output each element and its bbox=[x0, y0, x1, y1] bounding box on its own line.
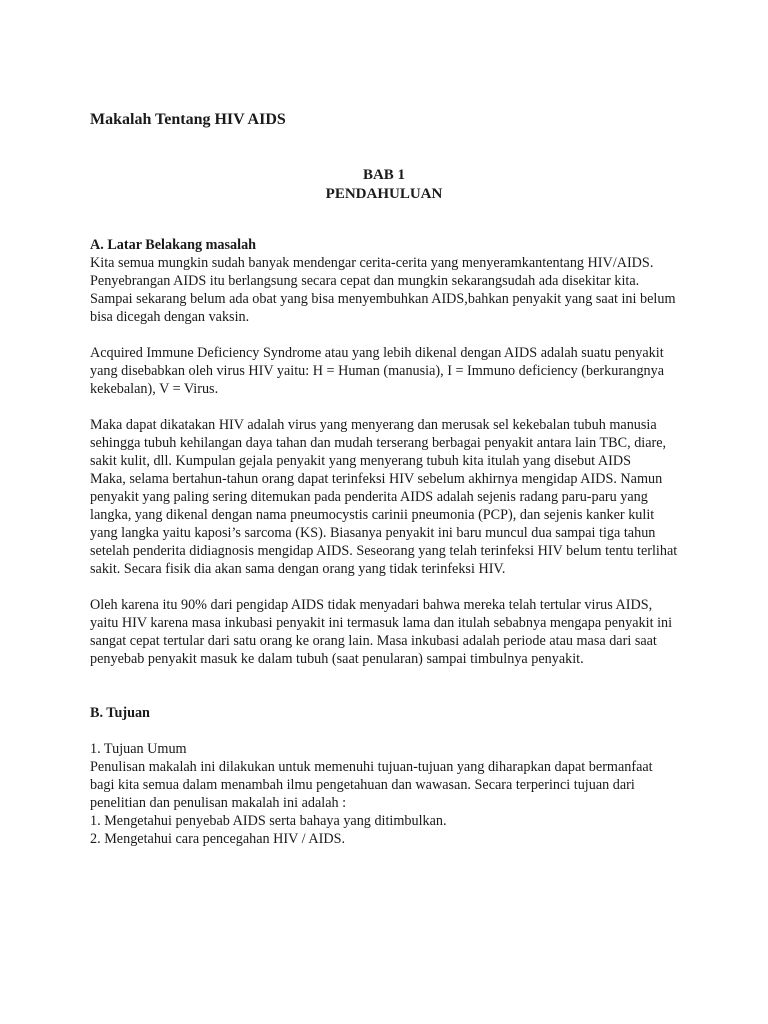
section-b-paragraph-1: Penulisan makalah ini dilakukan untuk memenuhi tujuan-tujuan yang diharapkan dapat bermanfaat bagi kita semua dalam menambah ilmu pengetahuan dan wawasan. Secara terperinci tujuan dari penelitian dan penulisan makalah ini adalah : bbox=[90, 759, 653, 811]
document-body bbox=[90, 236, 680, 848]
section-a-heading: A. Latar Belakang masalah bbox=[90, 237, 257, 253]
document-title: Makalah Tentang HIV AIDS bbox=[90, 111, 286, 128]
list-item: 2. Mengetahui cara pencegahan HIV / AIDS. bbox=[90, 831, 346, 847]
list-item: 1. Mengetahui penyebab AIDS serta bahaya yang ditimbulkan. bbox=[90, 813, 447, 829]
section-b-heading: B. Tujuan bbox=[90, 705, 150, 721]
section-a-paragraph-3: Maka dapat dikatakan HIV adalah virus yang menyerang dan merusak sel kekebalan tubuh manusia sehingga tubuh kehilangan daya tahan dan mudah terserang berbagai penyakit antara lain TBC, diare, sakit kulit, dll. Kumpulan gejala penyakit yang menyerang tubuh kita itulah yang disebut AIDS bbox=[90, 417, 667, 469]
section-a-paragraph-5: Oleh karena itu 90% dari pengidap AIDS tidak menyadari bahwa mereka telah tertular virus AIDS, yaitu HIV karena masa inkubasi penyakit ini termasuk lama dan itulah sebabnya mengapa penyakit ini sangat cepat tertular dari satu orang ke orang lain. Masa inkubasi adalah periode atau masa dari saat penyebab penyakit masuk ke dalam tubuh (saat penularan) sampai timbulnya penyakit. bbox=[90, 597, 673, 667]
section-a-paragraph-1: Kita semua mungkin sudah banyak mendengar cerita-cerita yang menyeramkantentang HIV/AIDS. Penyebrangan AIDS itu berlangsung secara cepat dan mungkin sekarangsudah ada disekitar kita. Sampai sekarang belum ada obat yang bisa menyembuhkan AIDS,bahkan penyakit yang saat ini belum bisa dicegah dengan vaksin. bbox=[90, 255, 676, 325]
section-b-subheading: 1. Tujuan Umum bbox=[90, 741, 187, 757]
chapter-title: PENDAHULUAN bbox=[325, 186, 443, 202]
chapter-header bbox=[0, 166, 768, 204]
chapter-number: BAB 1 bbox=[362, 167, 406, 183]
section-a-paragraph-4: Maka, selama bertahun-tahun orang dapat terinfeksi HIV sebelum akhirnya mengidap AIDS. Namun penyakit yang paling sering ditemukan pada penderita AIDS adalah sejenis radang paru-paru yang langka, yang dikenal dengan nama pneumocystis carinii pneumonia (PCP), dan sejenis kanker kulit yang langka yaitu kaposi’s sarcoma (KS). Biasanya penyakit ini baru muncul dua sampai tiga tahun setelah penderita didiagnosis mengidap AIDS. Seseorang yang telah terinfeksi HIV belum tentu terlihat sakit. Secara fisik dia akan sama dengan orang yang tidak terinfeksi HIV. bbox=[90, 471, 678, 577]
section-a-paragraph-2: Acquired Immune Deficiency Syndrome atau yang lebih dikenal dengan AIDS adalah suatu penyakit yang disebabkan oleh virus HIV yaitu: H = Human (manusia), I = Immuno deficiency (berkurangnya kekebalan), V = Virus. bbox=[90, 345, 665, 397]
